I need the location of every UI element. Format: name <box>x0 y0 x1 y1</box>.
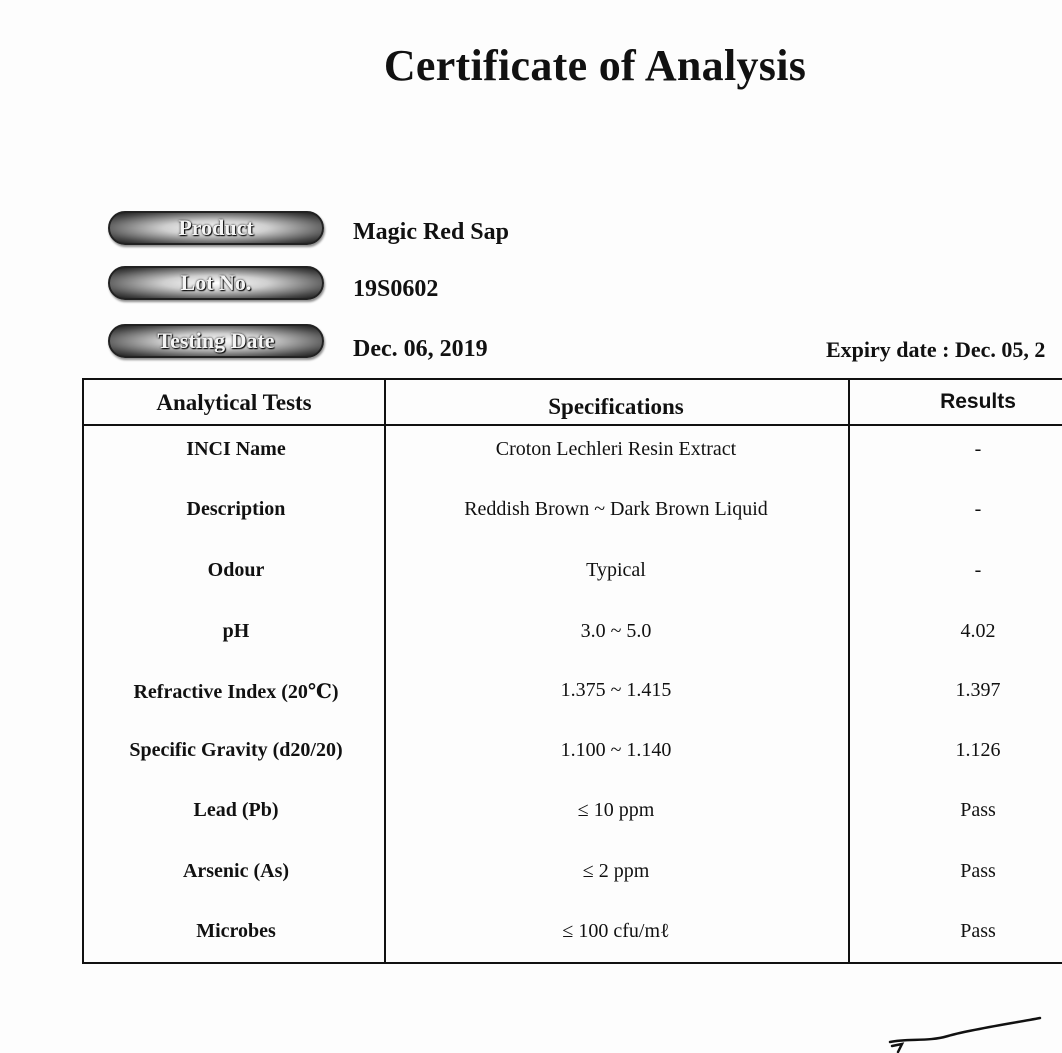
result: 1.126 <box>955 739 1001 761</box>
table-row <box>84 920 1062 960</box>
product-label-badge: Product <box>108 211 324 245</box>
specification: 3.0 ~ 5.0 <box>580 620 652 642</box>
result: 4.02 <box>960 620 996 642</box>
specification: Croton Lechleri Resin Extract <box>495 438 737 460</box>
result: - <box>974 498 982 520</box>
specification: 1.100 ~ 1.140 <box>560 739 672 761</box>
specification: ≤ 2 ppm <box>582 860 650 882</box>
lot-value: 19S0602 <box>353 276 439 302</box>
product-value: Magic Red Sap <box>353 219 509 245</box>
header-analytical-tests: Analytical Tests <box>156 390 312 415</box>
table-row <box>84 620 1062 660</box>
expiry-date: Expiry date : Dec. 05, 2 <box>826 337 1046 362</box>
header-results: Results <box>940 390 1016 413</box>
test-name: INCI Name <box>186 438 286 460</box>
testing-date-label-badge: Testing Date <box>108 324 324 358</box>
specification: ≤ 10 ppm <box>577 799 655 821</box>
table-row <box>84 438 1062 478</box>
table-row <box>84 559 1062 599</box>
result: - <box>974 559 982 581</box>
header-specifications: Specifications <box>548 394 684 419</box>
result: 1.397 <box>955 679 1001 701</box>
test-name: Microbes <box>196 920 276 942</box>
testing-date-value: Dec. 06, 2019 <box>353 336 488 362</box>
signature-stroke <box>888 1012 1058 1053</box>
specification: ≤ 100 cfu/mℓ <box>562 920 670 942</box>
table-row <box>84 799 1062 839</box>
table-row <box>84 679 1062 719</box>
test-name: pH <box>222 620 250 642</box>
test-name: Refractive Index (20℃) <box>133 681 339 703</box>
test-name: Lead (Pb) <box>193 799 279 821</box>
table-row <box>84 498 1062 538</box>
specification: Reddish Brown ~ Dark Brown Liquid <box>464 498 768 520</box>
test-name: Specific Gravity (d20/20) <box>129 739 343 761</box>
specification: 1.375 ~ 1.415 <box>560 679 672 701</box>
analysis-table <box>82 378 1062 964</box>
result: Pass <box>960 920 996 942</box>
test-name: Arsenic (As) <box>182 860 290 882</box>
test-name: Description <box>186 498 286 520</box>
result: Pass <box>960 799 996 821</box>
table-row <box>84 739 1062 779</box>
table-header-rule <box>84 424 1062 426</box>
lot-label-badge: Lot No. <box>108 266 324 300</box>
page-title: Certificate of Analysis <box>383 41 807 90</box>
result: - <box>974 438 982 460</box>
table-row <box>84 860 1062 900</box>
result: Pass <box>960 860 996 882</box>
test-name: Odour <box>207 559 265 581</box>
specification: Typical <box>586 559 646 581</box>
